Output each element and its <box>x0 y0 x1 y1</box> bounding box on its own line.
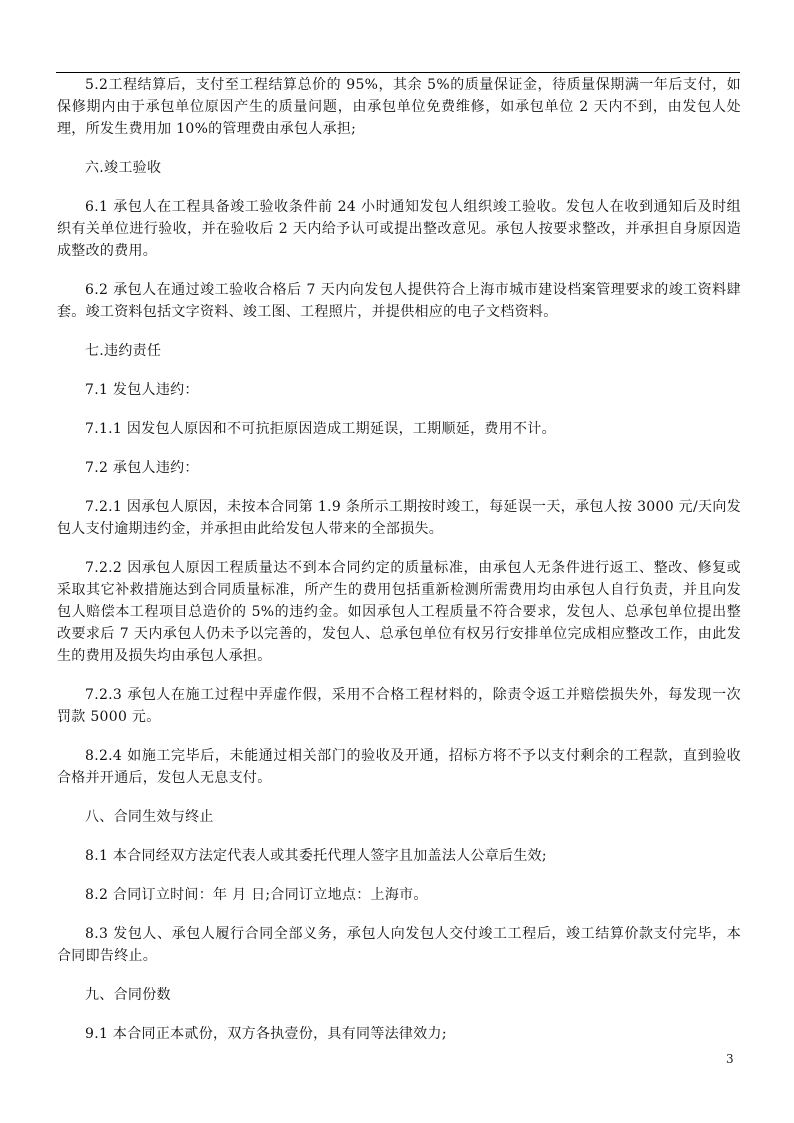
page-number: 3 <box>726 1052 734 1066</box>
section-heading-6: 六.竣工验收 <box>85 160 162 176</box>
clause-7-2: 7.2 承包人违约： <box>85 460 199 476</box>
section-heading-7: 七.违约责任 <box>85 343 162 359</box>
clause-7-2-3: 7.2.3 承包人在施工过程中弄虚作假，采用不合格工程材料的，除责令返工并赔偿损失外，每发现一次罚款 5000 元。 <box>57 687 741 725</box>
clause-7-1: 7.1 发包人违约： <box>85 382 199 398</box>
clause-9-1: 9.1 本合同正本贰份，双方各执壹份，具有同等法律效力; <box>85 1026 447 1042</box>
clause-8-2-4: 8.2.4 如施工完毕后，未能通过相关部门的验收及开通，招标方将不予以支付剩余的工程款，直到验收合格并开通后，发包人无息支付。 <box>57 748 741 786</box>
clause-5-2: 5.2工程结算后，支付至工程结算总价的 95%，其余 5%的质量保证金，待质量保期满一年后支付，如保修期内由于承包单位原因产生的质量问题，由承包单位免费维修，如承包单位 2 天内不到，由发包人处理，所发生费用加 10%的管理费由承包人承担; <box>57 77 741 137</box>
clause-7-1-1: 7.1.1 因发包人原因和不可抗拒原因造成工期延误，工期顺延，费用不计。 <box>85 421 556 437</box>
clause-7-2-1: 7.2.1 因承包人原因，未按本合同第 1.9 条所示工期按时竣工，每延误一天，承包人按 3000 元/天向发包人支付逾期违约金，并承担由此给发包人带来的全部损失。 <box>57 499 741 537</box>
clause-8-2: 8.2 合同订立时间：年 月 日;合同订立地点：上海市。 <box>85 887 428 903</box>
clause-8-3: 8.3 发包人、承包人履行合同全部义务，承包人向发包人交付竣工工程后，竣工结算价款支付完毕，本合同即告终止。 <box>57 926 741 964</box>
section-heading-8: 八、合同生效与终止 <box>85 809 214 825</box>
clause-8-1: 8.1 本合同经双方法定代表人或其委托代理人签字且加盖法人公章后生效; <box>85 848 547 864</box>
clause-7-2-2: 7.2.2 因承包人原因工程质量达不到本合同约定的质量标准，由承包人无条件进行返工、整改、修复或采取其它补救措施达到合同质量标准，所产生的费用包括重新检测所需费用均由承包人自行负责，并且向发包人赔偿本工程项目总造价的 5%的违约金。如因承包人工程质量不符合要求，发包人、总承包单位提出整改要求后 7 天内承包人仍未予以完善的，发包人、总承包单位有权另行安排单位完成相应整改工作，由此发生的费用及损失均由承包人承担。 <box>57 560 741 664</box>
clause-6-1: 6.1 承包人在工程具备竣工验收条件前 24 小时通知发包人组织竣工验收。发包人在收到通知后及时组织有关单位进行验收，并在验收后 2 天内给予认可或提出整改意见。承包人按要求整改，并承担自身原因造成整改的费用。 <box>57 199 741 259</box>
clause-6-2: 6.2 承包人在通过竣工验收合格后 7 天内向发包人提供符合上海市城市建设档案管理要求的竣工资料肆套。竣工资料包括文字资料、竣工图、工程照片，并提供相应的电子文档资料。 <box>57 282 741 320</box>
header-rule <box>56 72 740 73</box>
document-body <box>57 74 741 1045</box>
section-heading-9: 九、合同份数 <box>85 987 171 1003</box>
